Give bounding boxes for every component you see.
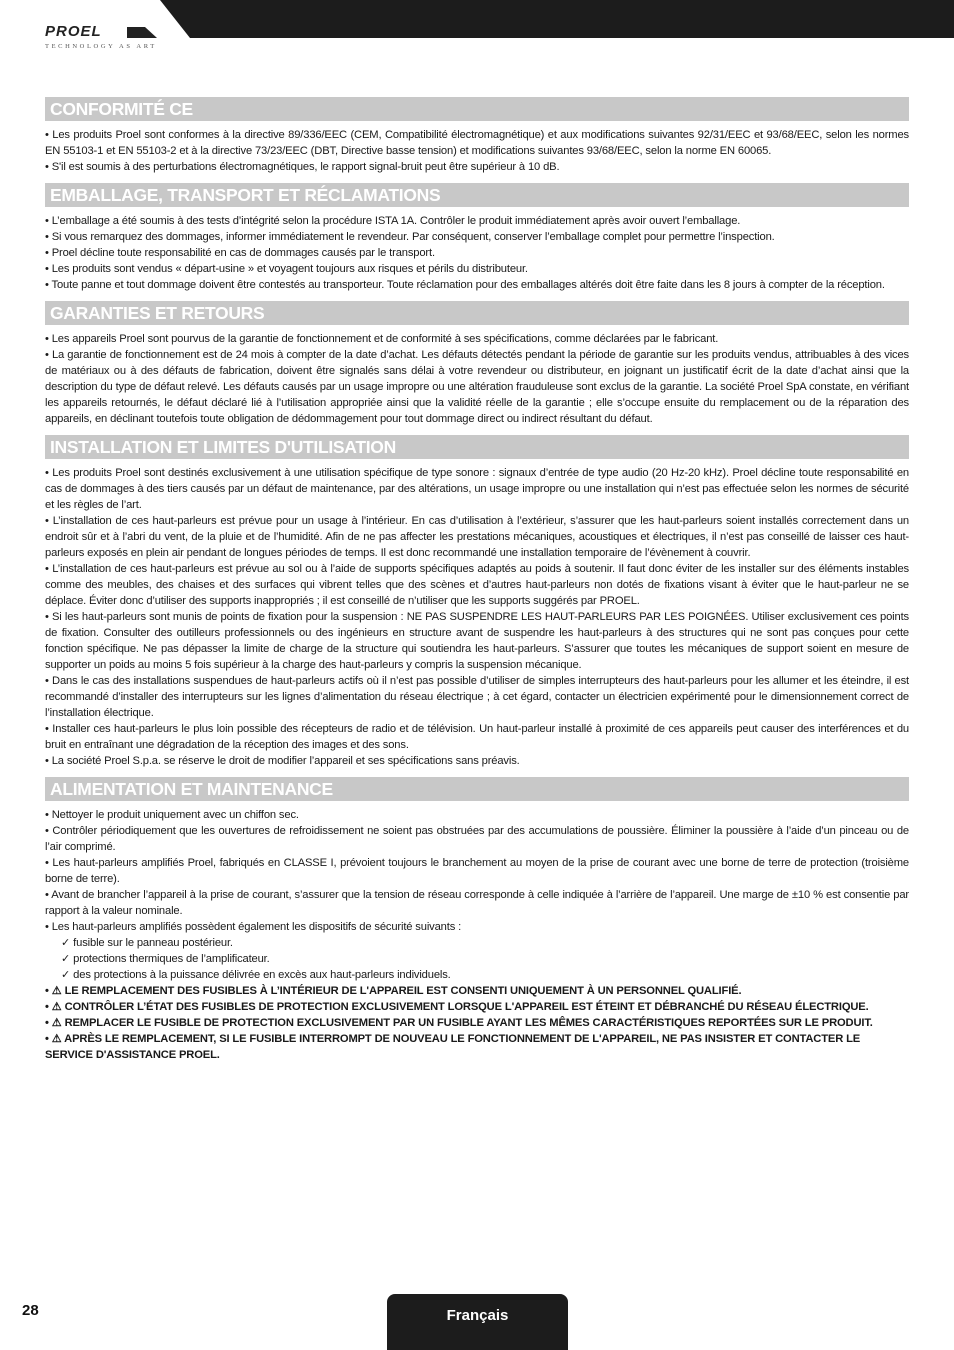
paragraph: • L’emballage a été soumis à des tests d’intégrité selon la procédure ISTA 1A. Contrôler le produit immédiatement après avoir ouvert l’emballage. xyxy=(45,215,741,227)
paragraph: • La garantie de fonctionnement est de 24 mois à compter de la date d’achat. Les défauts détectés pendant la période de garantie sur les produits vendus, attribuables à des vices de matériaux ou à des défauts de fabrication, doivent être signalés sans délai à votre revendeur ou distributeur, en joignant un justificatif écrit de la date d’achat ainsi que la description du type de défaut relevé. Les défauts causés par un usage impropre ou une altération frauduleuse sont exclus de la garantie. La société Proel SpA constate, en vérifiant les appareils retournés, le défaut déclaré lié à l’utilisation appropriée ainsi que la validité réelle de la garantie ; elle s’occupe ensuite du remplacement ou de la réparation des appareils, en déclinant toutefois toute obligation de dédommagement pour tout dommage direct ou indirect résultant du défaut. xyxy=(45,349,909,425)
paragraph: • Les produits Proel sont conformes à la directive 89/336/EEC (CEM, Compatibilité électromagnétique) et aux modifications suivantes 92/31/EEC et 93/68/EEC, selon les normes EN 55103-1 et EN 55103-2 et à la directive 73/23/EEC (DBT, Directive basse tension) et modifications suivantes 93/68/EEC, selon la norme EN 60065. xyxy=(45,129,909,157)
checklist-item: ✓ fusible sur le panneau postérieur. xyxy=(61,937,233,949)
paragraph: • Dans le cas des installations suspendues de haut-parleurs actifs où il n’est pas possible d’utiliser de simples interrupteurs des haut-parleurs pour les allumer et les éteindre, il est recommandé d’installer des interrupteurs sur les lignes d’alimentation du réseau électrique ; à cet égard, contacter un électricien expérimenté pour le dimensionnement correct de l’installation électrique. xyxy=(45,675,909,719)
language-tab: Français xyxy=(387,1294,568,1350)
warning-item: • ⚠ APRÈS LE REMPLACEMENT, SI LE FUSIBLE INTERROMPT DE NOUVEAU LE FONCTIONNEMENT DE L'APPAREIL, NE PAS INSISTER ET CONTACTER LE SERVICE D'ASSISTANCE PROEL. xyxy=(45,1033,861,1061)
logo-tagline: TECHNOLOGY AS ART xyxy=(45,43,157,50)
section-conformite-ce xyxy=(45,97,909,175)
paragraph: • Les appareils Proel sont pourvus de la garantie de fonctionnement et de conformité à ses spécifications, comme déclarées par le fabricant. xyxy=(45,333,719,345)
section-installation-limites xyxy=(45,435,909,769)
paragraph: • Nettoyer le produit uniquement avec un chiffon sec. xyxy=(45,809,299,821)
warning-item: • ⚠ REMPLACER LE FUSIBLE DE PROTECTION EXCLUSIVEMENT PAR UN FUSIBLE AYANT LES MÊMES CARACTÉRISTIQUES REPORTÉES SUR LE PRODUIT. xyxy=(45,1017,873,1029)
paragraph: • Si les haut-parleurs sont munis de points de fixation pour la suspension : NE PAS SUSPENDRE LES HAUT-PARLEURS PAR LES POIGNÉES. Utiliser exclusivement ces points de fixation. Consulter des outilleurs professionnels ou des ingénieurs en structure avant de suspendre les haut-parleurs à des structures qui ne sont pas conçues pour cette fonction spécifique. Ne pas dépasser la limite de charge de la structure qui soutiendra les haut-parleurs. S’assurer que toutes les mécaniques de support soient en mesure de supporter un poids au moins 5 fois supérieur à la charge des haut-parleurs y compris la suspension mécanique. xyxy=(45,611,909,671)
warning-item: • ⚠ LE REMPLACEMENT DES FUSIBLES À L’INTÉRIEUR DE L'APPAREIL EST CONSENTI UNIQUEMENT À UN PERSONNEL QUALIFIÉ. xyxy=(45,985,742,997)
header-bar xyxy=(160,0,954,38)
paragraph: • Les haut-parleurs amplifiés Proel, fabriqués en CLASSE I, prévoient toujours le branchement au moyen de la prise de courant avec une borne de terre de protection (troisième borne de terre). xyxy=(45,857,909,885)
logo-brand: PROEL xyxy=(45,23,102,40)
paragraph: • Les haut-parleurs amplifiés possèdent également les dispositifs de sécurité suivants : xyxy=(45,921,462,933)
section-alimentation-maintenance xyxy=(45,777,909,1063)
paragraph: • Si vous remarquez des dommages, informer immédiatement le revendeur. Par conséquent, conserver l’emballage complet pour permettre l’inspection. xyxy=(45,231,775,243)
warning-item: • ⚠ CONTRÔLER L’ÉTAT DES FUSIBLES DE PROTECTION EXCLUSIVEMENT LORSQUE L'APPAREIL EST ÉTEINT ET DÉBRANCHÉ DU RÉSEAU ÉLECTRIQUE. xyxy=(45,1001,869,1013)
section-emballage-transport xyxy=(45,183,909,293)
paragraph: • Proel décline toute responsabilité en cas de dommages causés par le transport. xyxy=(45,247,435,259)
paragraph: • Avant de brancher l’appareil à la prise de courant, s’assurer que la tension de réseau corresponde à celle indiquée à l’arrière de l’appareil. Une marge de ±10 % est consentie par rapport à la valeur nominale. xyxy=(45,889,909,917)
checklist-item: ✓ des protections à la puissance délivrée en excès aux haut-parleurs individuels. xyxy=(61,969,451,981)
checklist-item: ✓ protections thermiques de l’amplificateur. xyxy=(61,953,270,965)
paragraph: • L’installation de ces haut-parleurs est prévue pour un usage à l’intérieur. En cas d’utilisation à l’extérieur, s’assurer que les haut-parleurs soient installés correctement dans un endroit sûr et à l’abri du vent, de la pluie et de l’humidité. Afin de ne pas affecter les prestations mécaniques, acoustiques et électriques, il n’est pas conseillé de laisser ces haut-parleurs exposés en plein air pendant de longues périodes de temps. Il est donc recommandé une installation temporaire de l’évènement à couvrir. xyxy=(45,515,909,559)
paragraph: • Installer ces haut-parleurs le plus loin possible des récepteurs de radio et de télévision. Un haut-parleur installé à proximité de ces appareils peut causer des interférences et du bruit en entraînant une dégradation de la réception des images et des sons. xyxy=(45,723,909,751)
paragraph: • Les produits sont vendus « départ-usine » et voyagent toujours aux risques et périls du distributeur. xyxy=(45,263,528,275)
page-number: 28 xyxy=(22,1302,39,1319)
section-title: CONFORMITÉ CE xyxy=(45,97,909,121)
paragraph: • Toute panne et tout dommage doivent être contestés au transporteur. Toute réclamation pour des emballages altérés doit être faite dans les 8 jours à compter de la réception. xyxy=(45,279,885,291)
proel-logo xyxy=(45,24,157,51)
paragraph: • Contrôler périodiquement que les ouvertures de refroidissement ne soient pas obstruées par des accumulations de poussière. Éliminer la poussière à l’aide d’un pinceau ou de l’air comprimé. xyxy=(45,825,909,853)
section-title: ALIMENTATION ET MAINTENANCE xyxy=(45,777,909,801)
document-body xyxy=(45,97,909,1071)
paragraph: • S'il est soumis à des perturbations électromagnétiques, le rapport signal-bruit peut être supérieur à 10 dB. xyxy=(45,161,560,173)
section-title: EMBALLAGE, TRANSPORT ET RÉCLAMATIONS xyxy=(45,183,909,207)
section-title: INSTALLATION ET LIMITES D'UTILISATION xyxy=(45,435,909,459)
paragraph: • L’installation de ces haut-parleurs est prévue au sol ou à l’aide de supports spécifiques adaptés au poids à soutenir. Il faut donc éviter de les installer sur des éléments instables comme des meubles, des chaises et des surfaces qui vibrent telles que des scènes et d’autres haut-parleurs non dotés de fixations visant à éviter que le haut-parleur ne se déplace. Éviter donc d’utiliser des supports inappropriés ; il est conseillé de n’utiliser que les supports suggérés par PROEL. xyxy=(45,563,909,607)
paragraph: • Les produits Proel sont destinés exclusivement à une utilisation spécifique de type sonore : signaux d’entrée de type audio (20 Hz-20 kHz). Proel décline toute responsabilité en cas de dommages à des tiers causés par un défaut de maintenance, par des altérations, un usage impropre ou une installation qui n’est pas effectuée selon les normes de sécurité et les règles de l’art. xyxy=(45,467,909,511)
section-garanties-retours xyxy=(45,301,909,427)
paragraph: • La société Proel S.p.a. se réserve le droit de modifier l’appareil et ses spécifications sans préavis. xyxy=(45,755,520,767)
section-title: GARANTIES ET RETOURS xyxy=(45,301,909,325)
